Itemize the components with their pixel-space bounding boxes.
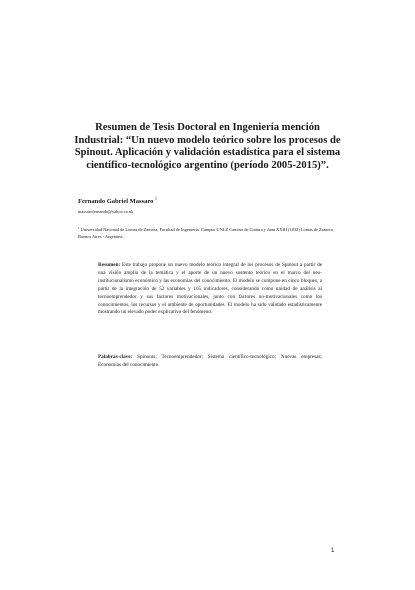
affiliation-marker: 1 bbox=[78, 226, 80, 230]
paper-title: Resumen de Tesis Doctoral en Ingeniería mención Industrial: “Un nuevo modelo teórico sobre los procesos de Spinout. Aplicación y validación estadística para el sistema científico-tecnológico argentino (período 2005-2015)”. bbox=[74, 122, 341, 171]
abstract bbox=[98, 262, 322, 317]
abstract-text: Este trabajo propone un nuevo modelo teórico integral de los procesos de Spinout a partir de una visión amplia de la temática y el aporte de un nuevo sustento teórico en el marco del neo-institucionalismo económico y las economías del conocimiento. El modelo se compone en cinco bloques, a partir de la integración de 52 variables y 165 indicadores, considerando como unidad de análisis al tecnoemprendedor y sus factores motivacionales, junto con factores no-motivacionales como los conocimientos, los recursos y el ambiente de oportunidades. El modelo ha sido validado estadísticamente mostrando un elevado poder explicativo del fenómeno. bbox=[98, 262, 322, 316]
affiliation-text: Universidad Nacional de Lomas de Zamora, Facultad de Ingeniería. Campus UNLZ Camino de Cintura y Juan XXIII (1832) Lomas de Zamora, Buenos Aires - Argentina. bbox=[78, 227, 334, 239]
keywords bbox=[98, 354, 322, 370]
page-number: 1 bbox=[331, 548, 335, 554]
author-name: Fernando Gabriel Massaro bbox=[78, 198, 154, 205]
abstract-label: Resumen: bbox=[98, 262, 121, 268]
author-affiliation-marker: 1 bbox=[154, 196, 157, 201]
keywords-text: Spinouts; Tecnoemprendedor; Sistema científico-tecnológico; Nuevas empresas; Economías del conocimiento. bbox=[98, 354, 322, 368]
author-line bbox=[78, 196, 157, 205]
author-email: massarofernando@yahoo.co.uk bbox=[78, 209, 134, 214]
affiliation bbox=[78, 225, 348, 240]
keywords-label: Palabras-clave: bbox=[98, 354, 133, 360]
